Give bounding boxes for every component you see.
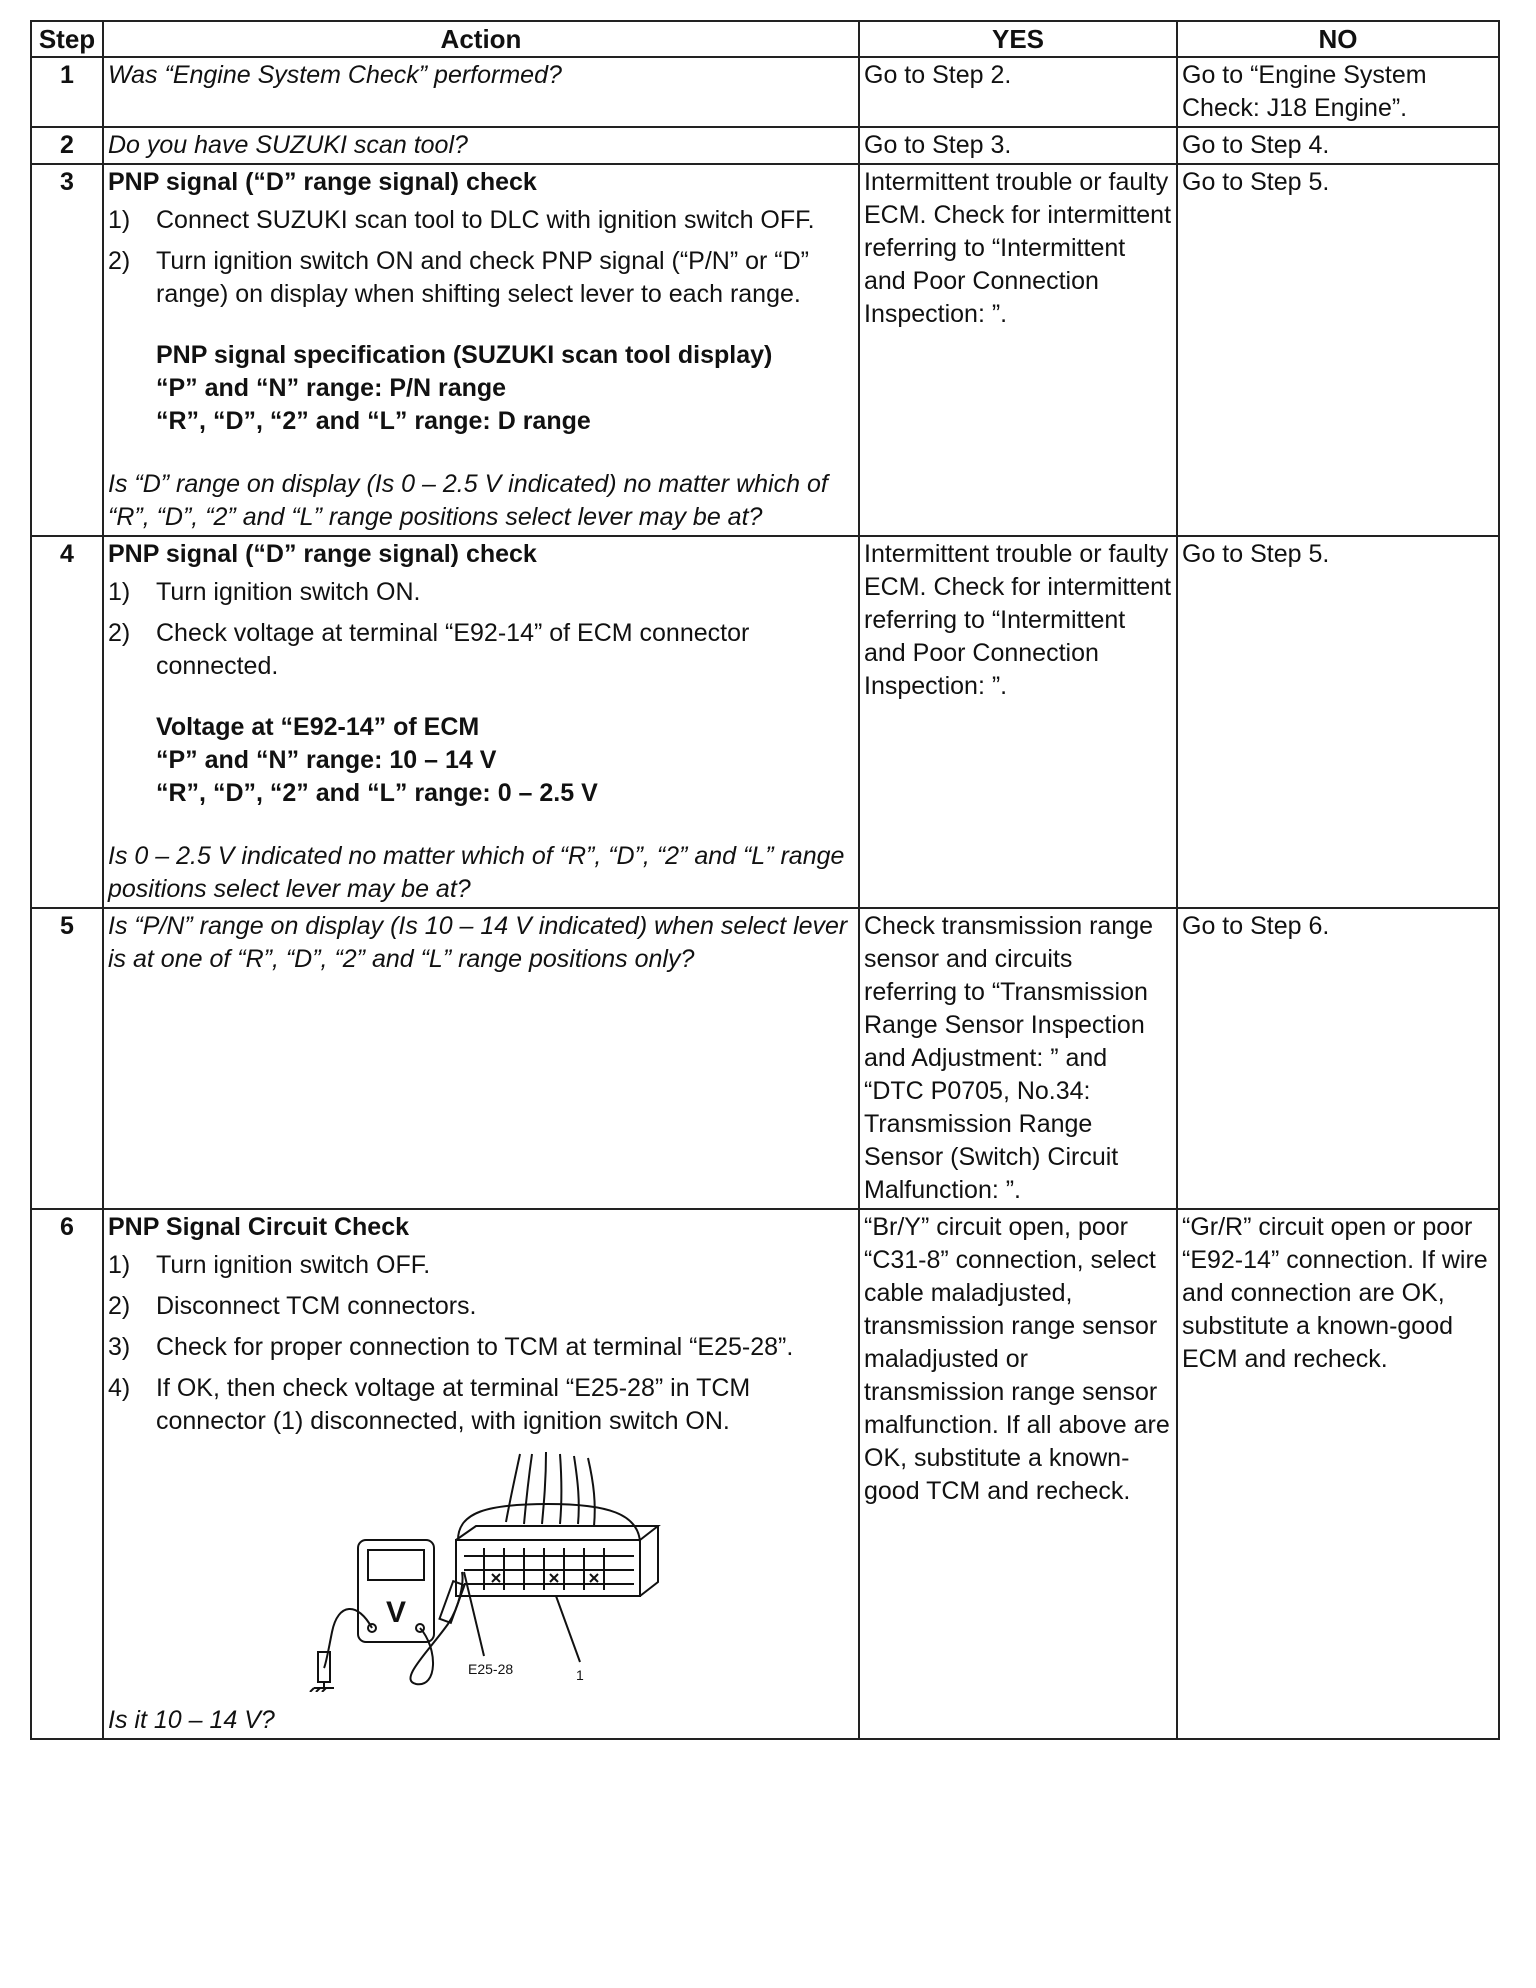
yes-result: Go to Step 3.: [859, 127, 1177, 164]
spec-line: PNP signal specification (SUZUKI scan tool display): [156, 341, 773, 369]
procedure-list: [108, 1249, 854, 1438]
item-text: Turn ignition switch ON and check PNP signal (“P/N” or “D” range) on display when shifting select lever to each range.: [156, 247, 809, 308]
action-question: Is “P/N” range on display (Is 10 – 14 V indicated) when select lever is at one of “R”, “D”, “2” and “L” range positions only?: [103, 908, 859, 1209]
item-number: 1): [108, 578, 131, 606]
no-result: Go to Step 5.: [1177, 164, 1499, 536]
list-item: [108, 1249, 854, 1282]
no-result: “Gr/R” circuit open or poor “E92-14” connection. If wire and connection are OK, substitute a known-good ECM and recheck.: [1177, 1209, 1499, 1739]
list-item: [108, 1372, 854, 1438]
spec-line: Voltage at “E92-14” of ECM: [156, 713, 480, 741]
action-question: Do you have SUZUKI scan tool?: [103, 127, 859, 164]
item-text: If OK, then check voltage at terminal “E25-28” in TCM connector (1) disconnected, with ignition switch ON.: [156, 1374, 751, 1435]
yes-result: Go to Step 2.: [859, 57, 1177, 127]
table-row: [31, 164, 1499, 536]
action-question: Is 0 – 2.5 V indicated no matter which of “R”, “D”, “2” and “L” range positions select lever may be at?: [108, 842, 845, 903]
list-item: [108, 1331, 854, 1364]
no-result: Go to Step 5.: [1177, 536, 1499, 908]
item-text: Check voltage at terminal “E92-14” of ECM connector connected.: [156, 619, 750, 680]
list-item: [108, 204, 854, 237]
table-row: [31, 57, 1499, 127]
table-row: [31, 1209, 1499, 1739]
item-text: Connect SUZUKI scan tool to DLC with ignition switch OFF.: [156, 206, 815, 234]
yes-result: Intermittent trouble or faulty ECM. Check for intermittent referring to “Intermittent and Poor Connection Inspection: ”.: [859, 536, 1177, 908]
spec-line: “P” and “N” range: P/N range: [156, 374, 507, 402]
action-question: Is “D” range on display (Is 0 – 2.5 V indicated) no matter which of “R”, “D”, “2” and “L” range positions select lever may be at?: [108, 470, 828, 531]
item-number: 2): [108, 1292, 131, 1320]
item-text: Disconnect TCM connectors.: [156, 1292, 477, 1320]
table-row: [31, 536, 1499, 908]
spec-line: “P” and “N” range: 10 – 14 V: [156, 746, 497, 774]
list-item: [108, 576, 854, 609]
meter-label: V: [385, 1596, 407, 1629]
item-text: Turn ignition switch OFF.: [156, 1251, 431, 1279]
yes-result: Intermittent trouble or faulty ECM. Check for intermittent referring to “Intermittent and Poor Connection Inspection: ”.: [859, 164, 1177, 536]
list-item: [108, 245, 854, 311]
action-question: Was “Engine System Check” performed?: [103, 57, 859, 127]
table-row: [31, 908, 1499, 1209]
check-title: PNP Signal Circuit Check: [108, 1213, 410, 1241]
spec-line: “R”, “D”, “2” and “L” range: 0 – 2.5 V: [156, 779, 598, 807]
specification: [156, 711, 854, 810]
action-question: Is it 10 – 14 V?: [108, 1706, 275, 1734]
diagnostic-table: [30, 20, 1500, 1740]
item-text: Check for proper connection to TCM at terminal “E25-28”.: [156, 1333, 794, 1361]
specification: [156, 339, 854, 438]
yes-result: Check transmission range sensor and circuits referring to “Transmission Range Sensor Inspection and Adjustment: ” and “DTC P0705, No.34: Transmission Range Sensor (Switch) Circuit Malfunction: ”.: [859, 908, 1177, 1209]
step-number: 3: [31, 164, 103, 536]
item-number: 4): [108, 1374, 131, 1402]
step-number: 2: [31, 127, 103, 164]
check-title: PNP signal (“D” range signal) check: [108, 540, 537, 568]
item-number: 2): [108, 247, 131, 275]
action-cell: [103, 164, 859, 536]
step-number: 4: [31, 536, 103, 908]
check-title: PNP signal (“D” range signal) check: [108, 168, 537, 196]
yes-result: “Br/Y” circuit open, poor “C31-8” connection, select cable maladjusted, transmission range sensor maladjusted or transmission range sensor malfunction. If all above are OK, substitute a known-good TCM and recheck.: [859, 1209, 1177, 1739]
item-number: 3): [108, 1333, 131, 1361]
header-step: Step: [31, 21, 103, 57]
header-yes: YES: [859, 21, 1177, 57]
procedure-list: [108, 576, 854, 683]
procedure-list: [108, 204, 854, 311]
no-result: Go to Step 4.: [1177, 127, 1499, 164]
no-result: Go to “Engine System Check: J18 Engine”.: [1177, 57, 1499, 127]
item-number: 1): [108, 1251, 131, 1279]
terminal-label: E25-28: [468, 1661, 514, 1677]
item-text: Turn ignition switch ON.: [156, 578, 421, 606]
header-action: Action: [103, 21, 859, 57]
spec-line: “R”, “D”, “2” and “L” range: D range: [156, 407, 591, 435]
table-row: [31, 127, 1499, 164]
action-cell: [103, 1209, 859, 1739]
no-result: Go to Step 6.: [1177, 908, 1499, 1209]
connector-label: 1: [576, 1667, 584, 1683]
item-number: 1): [108, 206, 131, 234]
step-number: 6: [31, 1209, 103, 1739]
header-no: NO: [1177, 21, 1499, 57]
action-cell: [103, 536, 859, 908]
voltmeter-connector-illustration: [288, 1452, 708, 1692]
list-item: [108, 1290, 854, 1323]
step-number: 5: [31, 908, 103, 1209]
list-item: [108, 617, 854, 683]
wiring-diagram-image: [288, 1452, 708, 1692]
item-number: 2): [108, 619, 131, 647]
step-number: 1: [31, 57, 103, 127]
table-header-row: [31, 21, 1499, 57]
